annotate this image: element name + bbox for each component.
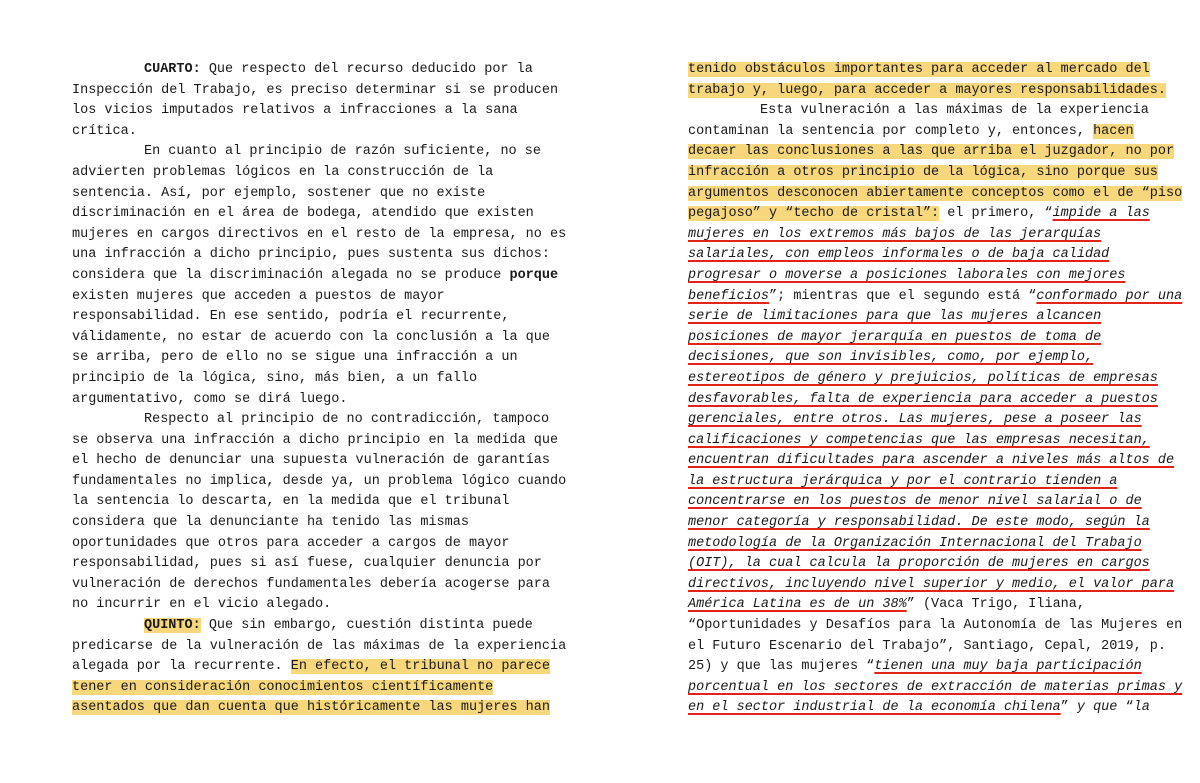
text-line xyxy=(688,534,1140,555)
text-line xyxy=(72,101,524,122)
text-run: en el sector industrial de la economía chilena xyxy=(688,700,1061,716)
text-line xyxy=(688,451,1175,472)
text-run: responsabilidad, pues si así fuese, cualquier denuncia por xyxy=(72,556,542,572)
text-run: serie de limitaciones para que las mujeres alcancen xyxy=(688,309,1102,325)
text-run: estereotipos de género y prejuicios, políticas de empresas xyxy=(688,370,1158,386)
text-line xyxy=(688,60,1150,81)
text-run: la xyxy=(1133,700,1150,716)
text-line xyxy=(688,513,1150,534)
text-line xyxy=(72,657,550,678)
text-run: principio de la lógica, sino, más bien, a un fallo xyxy=(72,370,478,386)
text-run: la sentencia lo descarta, en la medida que el tribunal xyxy=(72,494,510,510)
text-line xyxy=(72,60,533,81)
text-run: porcentual en los sectores de extracción de materias primas y xyxy=(688,679,1183,695)
text-line xyxy=(72,81,559,102)
text-line xyxy=(688,163,1158,184)
text-line xyxy=(72,328,550,349)
text-line xyxy=(72,451,550,472)
text-run: hacen xyxy=(1093,123,1134,139)
text-run: Esta vulneración a las máximas de la experiencia xyxy=(760,103,1149,119)
text-line xyxy=(72,307,524,328)
text-line xyxy=(688,204,1150,225)
text-line xyxy=(72,225,567,246)
text-run: el Futuro Escenario del Trabajo”, Santiago, Cepal, 2019, p. xyxy=(688,638,1166,654)
text-run: crítica. xyxy=(72,123,137,139)
text-run: menor categoría y responsabilidad. De este modo, según la xyxy=(688,515,1150,531)
text-run: decisiones, que son invisibles, como, por ejemplo, xyxy=(688,350,1094,366)
text-line xyxy=(72,369,524,390)
right-page-column xyxy=(688,60,1183,719)
text-run: tienen una muy baja participación xyxy=(874,659,1142,675)
text-line xyxy=(72,472,567,493)
text-run: Respecto al principio de no contradicción, tampoco xyxy=(144,412,550,428)
text-run: fundamentales no implica, desde ya, un problema lógico cuando xyxy=(72,473,567,489)
text-run: infracción a otros principio de la lógica, sino porque sus xyxy=(688,164,1158,180)
text-line xyxy=(72,513,524,534)
text-run: salariales, con empleos informales o de baja calidad xyxy=(688,247,1110,263)
text-line xyxy=(72,410,550,431)
text-run: y que xyxy=(1076,700,1118,716)
text-line xyxy=(72,122,524,143)
text-run: se arriba, pero de ello no se sigue una infracción a un xyxy=(72,350,518,366)
text-run: alegada por la recurrente. xyxy=(72,659,291,675)
text-line xyxy=(72,698,550,719)
text-line xyxy=(688,390,1158,411)
text-line xyxy=(688,287,1183,308)
text-line xyxy=(72,245,550,266)
text-run: predicarse de la vulneración de las máximas de la experiencia xyxy=(72,638,567,654)
text-line xyxy=(72,616,533,637)
text-line xyxy=(688,657,1140,678)
text-run: advierten problemas lógicos en la construcción de la xyxy=(72,164,494,180)
text-run: ” (Vaca Trigo, Iliana, xyxy=(906,597,1085,613)
text-run: no incurrir en el vicio alegado. xyxy=(72,597,332,613)
text-run: Que sin embargo, cuestión distinta puede xyxy=(200,618,533,634)
text-line xyxy=(688,266,1140,287)
text-line xyxy=(72,266,559,287)
text-line xyxy=(688,348,1140,369)
text-run: el primero, “ xyxy=(939,206,1053,222)
text-run: ” xyxy=(1060,700,1077,716)
text-line xyxy=(688,142,1175,163)
text-line xyxy=(688,184,1183,205)
left-page-column xyxy=(72,60,567,719)
text-line xyxy=(688,410,1140,431)
text-run: 25) y que las mujeres “ xyxy=(688,659,875,675)
text-run: Que respecto del recurso deducido por la xyxy=(200,62,533,77)
text-run: mujeres en los extremos más bajos de las jerarquías xyxy=(688,226,1102,242)
text-run: calificaciones y competencias que las empresas necesitan, xyxy=(688,432,1150,448)
text-line xyxy=(688,101,1149,122)
text-run: sentencia. Así, por ejemplo, sostener que no existe xyxy=(72,185,486,201)
text-line xyxy=(688,328,1140,349)
text-line xyxy=(688,225,1140,246)
text-run: QUINTO: xyxy=(144,618,201,634)
text-run: argumentativo, como se dirá luego. xyxy=(72,391,348,407)
text-line xyxy=(688,678,1183,699)
text-run: América Latina es de un 38% xyxy=(688,597,907,613)
text-run: (OIT), la cual calcula la proporción de mujeres en cargos xyxy=(688,556,1150,572)
text-run: directivos, incluyendo nivel superior y medio, el valor para xyxy=(688,576,1175,592)
text-run: una infracción a dicho principio, pues sustenta sus dichos: xyxy=(72,247,550,263)
text-line xyxy=(72,287,524,308)
text-run: discriminación en el área de bodega, atendido que existen xyxy=(72,206,534,222)
text-run: gerenciales, entre otros. Las mujeres, pese a poseer las xyxy=(688,412,1142,428)
text-run: ”; mientras que el segundo está “ xyxy=(769,288,1037,304)
text-line xyxy=(72,492,524,513)
text-run: decaer las conclusiones a las que arriba el juzgador, no por xyxy=(688,144,1175,160)
text-run: se observa una infracción a dicho principio en la medida que xyxy=(72,432,559,448)
text-run: vulneración de derechos fundamentales debería acogerse para xyxy=(72,576,550,592)
text-run: Inspección del Trabajo, es preciso determinar si se producen xyxy=(72,82,559,98)
text-run: CUARTO: xyxy=(144,62,201,77)
text-run: válidamente, no estar de acuerdo con la conclusión a la que xyxy=(72,329,550,345)
text-line xyxy=(688,245,1140,266)
text-run: los vicios imputados relativos a infracciones a la sana xyxy=(72,103,518,119)
text-run: tenido obstáculos importantes para acceder al mercado del xyxy=(688,62,1150,77)
text-line xyxy=(72,204,534,225)
text-line xyxy=(72,390,524,411)
text-line xyxy=(688,307,1140,328)
text-run: En cuanto al principio de razón suficiente, no se xyxy=(144,144,541,160)
text-run: posiciones de mayor jerarquía en puestos de toma de xyxy=(688,329,1102,345)
text-run: existen mujeres que acceden a puestos de mayor xyxy=(72,288,445,304)
text-run: trabajo y, luego, para acceder a mayores responsabilidades. xyxy=(688,82,1166,98)
text-line xyxy=(72,184,524,205)
text-line xyxy=(72,142,541,163)
text-line xyxy=(688,616,1183,637)
text-run: pegajoso” y “techo de cristal”: xyxy=(688,206,940,222)
text-run: tener en consideración conocimientos científicamente xyxy=(72,679,494,695)
text-run: desfavorables, falta de experiencia para acceder a puestos xyxy=(688,391,1158,407)
text-line xyxy=(688,637,1166,658)
text-run: considera que la discriminación alegada no se produce xyxy=(72,267,510,283)
text-line xyxy=(72,575,550,596)
text-run: asentados que dan cuenta que históricamente las mujeres han xyxy=(72,700,550,716)
text-run: “Oportunidades y Desafíos para la Autonomía de las Mujeres en xyxy=(688,618,1183,634)
text-run: oportunidades que otros para acceder a cargos de mayor xyxy=(72,535,510,551)
text-line xyxy=(72,637,567,658)
text-run: “ xyxy=(1117,700,1134,716)
text-line xyxy=(688,431,1150,452)
text-line xyxy=(688,369,1158,390)
text-run: considera que la denunciante ha tenido las mismas xyxy=(72,515,469,531)
text-line xyxy=(688,595,1140,616)
text-run: porque xyxy=(509,267,559,283)
text-run: metodología de la Organización Internacional del Trabajo xyxy=(688,535,1142,551)
text-line xyxy=(72,163,524,184)
text-run: conformado por una xyxy=(1036,288,1183,304)
text-run: concentrarse en los puestos de menor nivel salarial o de xyxy=(688,494,1142,510)
text-run: el hecho de denunciar una supuesta vulneración de garantías xyxy=(72,453,550,469)
text-run: En efecto, el tribunal no parece xyxy=(290,659,550,675)
text-run: argumentos desconocen abiertamente conceptos como el de “piso xyxy=(688,185,1183,201)
text-line xyxy=(72,678,524,699)
text-line xyxy=(72,595,524,616)
text-line xyxy=(688,492,1140,513)
text-run: progresar o moverse a posiciones laborales con mejores xyxy=(688,267,1126,283)
text-line xyxy=(688,81,1166,102)
text-run: responsabilidad. En ese sentido, podría el recurrente, xyxy=(72,309,510,325)
text-run: mujeres en cargos directivos en el resto de la empresa, no es xyxy=(72,226,567,242)
text-line xyxy=(688,575,1175,596)
text-line xyxy=(72,348,524,369)
text-line xyxy=(72,431,559,452)
text-line xyxy=(688,472,1140,493)
text-line xyxy=(688,554,1150,575)
text-line xyxy=(72,534,524,555)
text-run: encuentran dificultades para ascender a niveles más altos de xyxy=(688,453,1175,469)
text-run: contaminan la sentencia por completo y, entonces, xyxy=(688,123,1094,139)
text-line xyxy=(688,122,1140,143)
text-run: beneficios xyxy=(688,288,770,304)
text-line xyxy=(688,698,1150,719)
text-line xyxy=(72,554,542,575)
text-run: la estructura jerárquica y por el contrario tienden a xyxy=(688,473,1118,489)
text-run: impide a las xyxy=(1052,206,1150,222)
